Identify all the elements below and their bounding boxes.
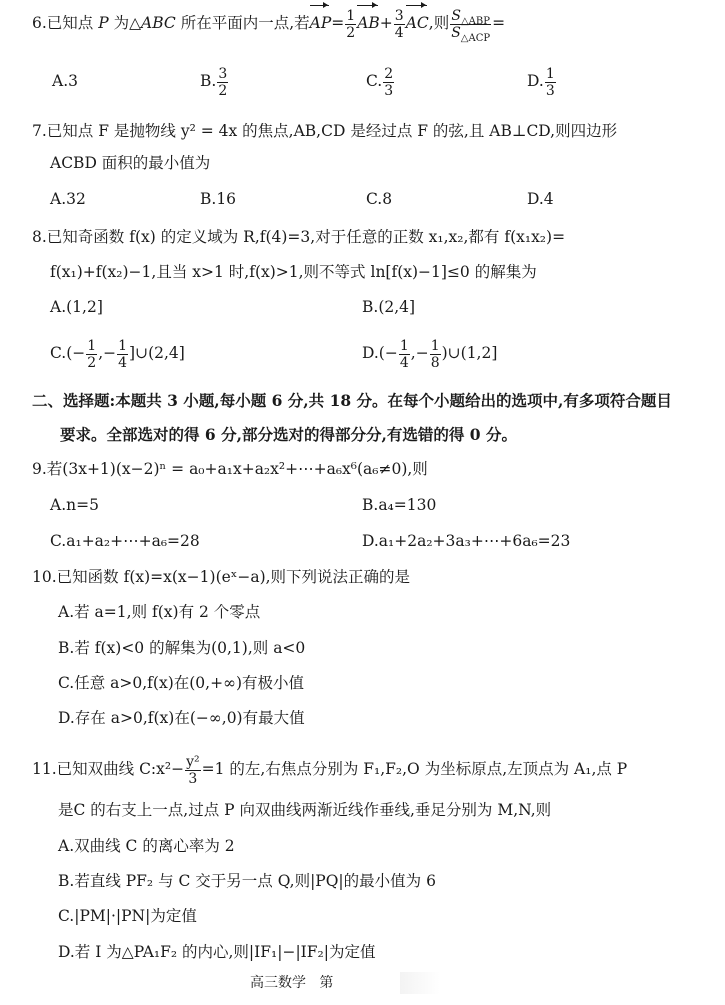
q6-vector-ap: AP [310, 6, 332, 40]
q9-option-b: B.a₄=130 [362, 496, 437, 514]
q7-option-b: B.16 [200, 190, 237, 208]
q6-option-a: A.3 [52, 72, 78, 90]
q7-option-c: C.8 [366, 190, 393, 208]
question-7-line-1: 7.已知点 F 是抛物线 y² = 4x 的焦点,AB,CD 是经过点 F 的弦,且 AB⊥CD,则四边形 [32, 122, 618, 140]
q6-option-d-numerator: 1 [545, 65, 555, 82]
q6-equals: = [331, 14, 345, 32]
q11-option-b: B.若直线 PF₂ 与 C 交于另一点 Q,则|PQ|的最小值为 6 [58, 872, 436, 890]
q6-f1-denominator: 2 [346, 24, 356, 41]
q6-then: ,则 [428, 14, 450, 32]
q8-d-f1-numerator: 1 [399, 337, 409, 354]
q6-option-c-numerator: 2 [384, 65, 394, 82]
q8-c-f1-denominator: 2 [87, 354, 97, 371]
q8-option-c-mid: ,− [98, 344, 117, 362]
q6-ratio-denominator-sub: △ACP [460, 32, 491, 44]
q10-option-d: D.存在 a>0,f(x)在(−∞,0)有最大值 [58, 709, 305, 727]
footer-subject: 高三数学 [250, 975, 306, 991]
q8-option-d-end: )∪(1,2] [441, 344, 498, 362]
footer-page-label: 第 [319, 975, 334, 991]
q6-option-b-label: B. [200, 72, 217, 90]
q6-fraction-1-2 [345, 8, 356, 41]
q8-option-c-fraction-2 [117, 338, 128, 371]
page-footer [250, 972, 333, 994]
question-11-line-1 [32, 752, 627, 787]
q6-option-d-label: D. [527, 72, 544, 90]
q6-option-d [527, 64, 557, 99]
q6-ratio-numerator-sub: △ABP [460, 15, 490, 27]
q6-area-ratio [450, 7, 491, 44]
q6-option-b-denominator: 2 [218, 82, 228, 99]
q8-option-b: B.(2,4] [362, 298, 416, 316]
q7-option-d: D.4 [527, 190, 554, 208]
q6-text-b: 为△ [113, 14, 142, 32]
q11-option-d: D.若 I 为△PA₁F₂ 的内心,则|IF₁|−|IF₂|为定值 [58, 943, 376, 961]
q6-plus: + [379, 14, 393, 32]
q11-option-c: C.|PM|·|PN|为定值 [58, 907, 197, 925]
question-11-line-2: 是C 的右支上一点,过点 P 向双曲线两渐近线作垂线,垂足分别为 M,N,则 [58, 801, 552, 819]
footer-blur-smudge [400, 972, 440, 994]
q6-fraction-3-4 [394, 8, 405, 41]
q8-c-f2-denominator: 4 [118, 354, 128, 371]
q6-option-c-fraction [383, 66, 394, 99]
q6-text-c: 所在平面内一点,若 [180, 14, 310, 32]
q6-option-c-label: C. [366, 72, 383, 90]
q6-f1-numerator: 1 [346, 7, 356, 24]
q8-option-c-label: C.(− [50, 344, 86, 362]
q6-text-a: 6.已知点 [32, 14, 94, 32]
q10-option-b: B.若 f(x)<0 的解集为(0,1),则 a<0 [58, 639, 306, 657]
q8-option-d-label: D.(− [362, 344, 398, 362]
question-8-line-2: f(x₁)+f(x₂)−1,且当 x>1 时,f(x)>1,则不等式 ln[f(x)−1]≤0 的解集为 [50, 263, 537, 281]
q8-option-c-end: ]∪(2,4] [129, 344, 185, 362]
section-2-heading-line-2: 要求。全部选对的得 6 分,部分选对的得部分分,有选错的得 0 分。 [60, 425, 517, 444]
q8-c-f1-numerator: 1 [87, 337, 97, 354]
question-6-stem [32, 6, 506, 44]
q11-text-b: =1 的左,右焦点分别为 F₁,F₂,O 为坐标原点,左顶点为 A₁,点 P [201, 760, 628, 778]
q6-option-b [200, 64, 229, 99]
q8-option-d [362, 336, 497, 371]
q11-option-a: A.双曲线 C 的离心率为 2 [58, 837, 235, 855]
q9-option-a: A.n=5 [50, 496, 99, 514]
q8-option-a: A.(1,2] [50, 298, 103, 316]
q8-c-f2-numerator: 1 [118, 337, 128, 354]
q6-vector-ab: AB [357, 6, 380, 40]
q8-option-d-fraction-1 [399, 338, 410, 371]
q6-option-c-denominator: 3 [384, 82, 394, 99]
q9-option-d: D.a₁+2a₂+3a₃+⋯+6a₆=23 [362, 532, 571, 550]
q8-option-c-fraction-1 [86, 338, 97, 371]
q7-option-a: A.32 [50, 190, 86, 208]
q6-vector-ac: AC [406, 6, 429, 40]
q11-text-a: 11.已知双曲线 C:x²− [32, 760, 185, 778]
q8-option-d-fraction-2 [430, 338, 441, 371]
q9-option-c: C.a₁+a₂+⋯+a₆=28 [50, 532, 200, 550]
q11-fraction-denominator: 3 [188, 770, 198, 787]
q6-option-b-fraction [217, 66, 228, 99]
q8-d-f2-denominator: 8 [430, 354, 440, 371]
q11-fraction-numerator: y² [186, 753, 200, 770]
q6-option-c [366, 64, 395, 99]
q6-ratio-numerator: S [451, 7, 461, 24]
q6-point-p: P [98, 14, 109, 32]
question-10-stem: 10.已知函数 f(x)=x(x−1)(eˣ−a),则下列说法正确的是 [32, 568, 411, 586]
question-9-stem: 9.若(3x+1)(x−2)ⁿ = a₀+a₁x+a₂x²+⋯+a₆x⁶(a₆≠0),则 [32, 460, 428, 478]
q8-d-f2-numerator: 1 [430, 337, 440, 354]
q6-f2-denominator: 4 [394, 24, 404, 41]
q6-option-d-fraction [545, 66, 556, 99]
q6-triangle-abc: ABC [141, 14, 176, 32]
q8-option-c [50, 336, 185, 371]
question-8-line-1: 8.已知奇函数 f(x) 的定义域为 R,f(4)=3,对于任意的正数 x₁,x₂,都有 f(x₁x₂)= [32, 228, 566, 246]
q10-option-a: A.若 a=1,则 f(x)有 2 个零点 [58, 603, 261, 621]
q11-fraction [185, 754, 201, 787]
q8-d-f1-denominator: 4 [399, 354, 409, 371]
q6-f2-numerator: 3 [394, 7, 404, 24]
section-2-heading-line-1: 二、选择题:本题共 3 小题,每小题 6 分,共 18 分。在每个小题给出的选项中,有多项符合题目 [32, 391, 672, 410]
q10-option-c: C.任意 a>0,f(x)在(0,+∞)有极小值 [58, 674, 305, 692]
question-7-line-2: ACBD 面积的最小值为 [50, 154, 211, 172]
q6-equals-2: = [492, 14, 506, 32]
q6-option-b-numerator: 3 [218, 65, 228, 82]
q6-option-d-denominator: 3 [545, 82, 555, 99]
q6-ratio-denominator: S [451, 24, 461, 41]
q8-option-d-mid: ,− [410, 344, 429, 362]
